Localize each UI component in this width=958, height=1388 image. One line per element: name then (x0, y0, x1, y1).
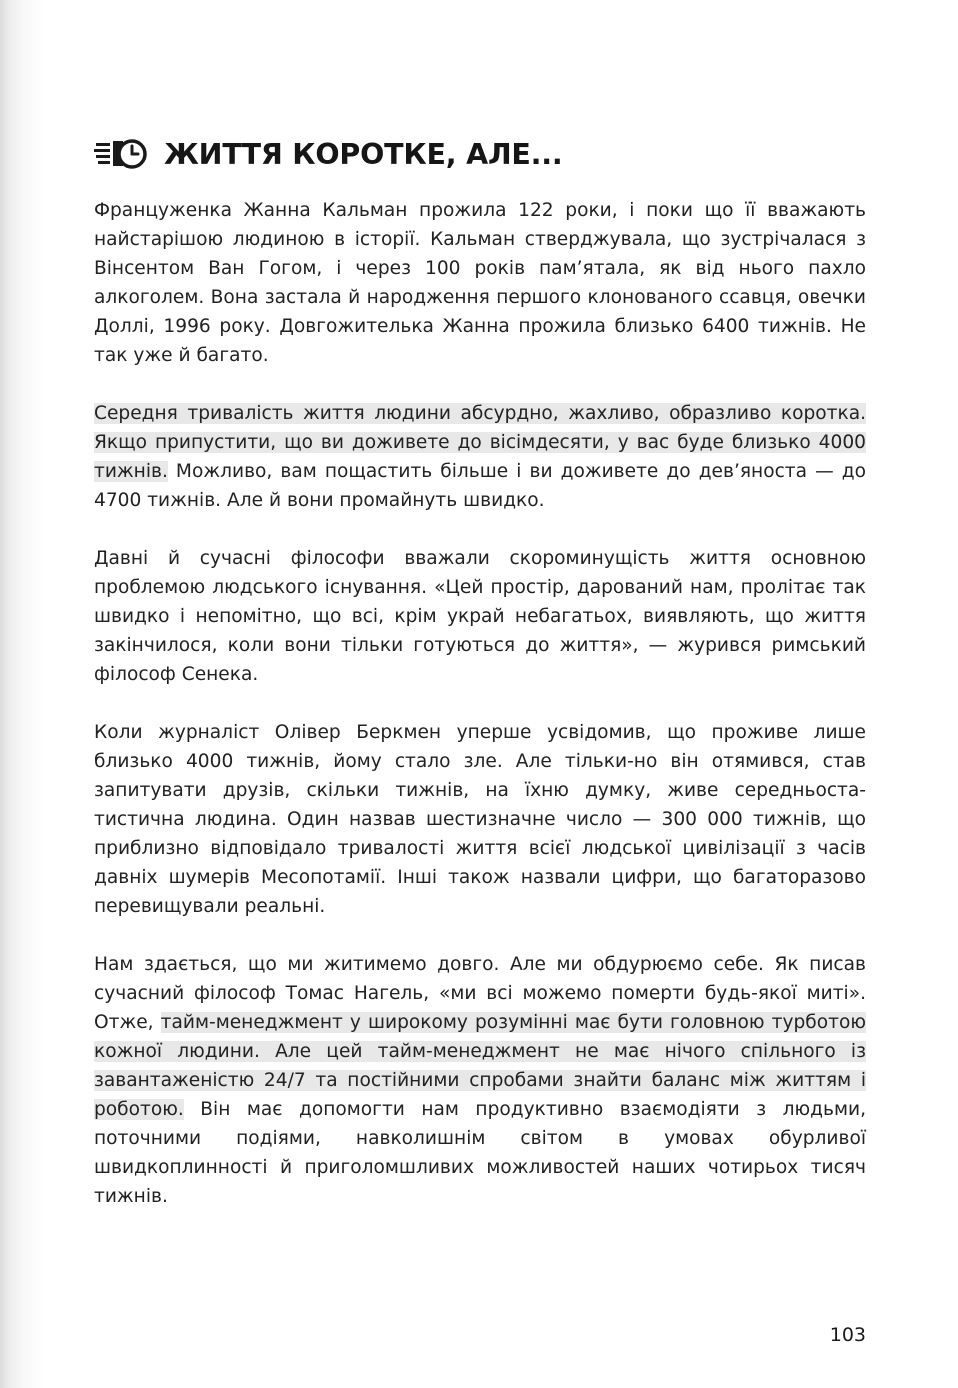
text-segment: Коли журналіст Олівер Беркмен уперше усвідомив, що проживе лише близько 4000 тижнів, йому стало зле. Але тільки-но він отямився, став запитувати друзів, скільки тижнів, на їхню думку, живе середньостатистична людина. Один назвав шестизначне число — 300 000 тижнів, що приблизно відповідало тривалості життя всієї людської цивілізації з часів давніх шумерів Месопотамії. Інші також назвали цифри, що багаторазово перевищували реальні. (94, 722, 866, 917)
section-heading (94, 134, 563, 174)
paragraph (94, 196, 866, 370)
highlighted-text: тайм-менеджмент у широкому розумінні має бути головною турботою кожної людини. Але цей тайм-менеджмент не має нічого спільного із завантаженістю 24/7 та постійними спробами знайти баланс між життям і роботою. (94, 1012, 866, 1120)
text-segment: Можливо, вам пощастить більше і ви доживете до дев’яноста — до 4700 тижнів. Але й вони промайнуть швидко. (94, 461, 866, 511)
paragraph (94, 718, 866, 921)
page-number: 103 (829, 1324, 866, 1346)
text-segment: Давні й сучасні філософи вважали скороминущість життя основною проблемою людського існування. «Цей простір, дарований нам, пролітає так швидко і непомітно, що всі, крім украй небагатьох, виявляють, що життя закінчилося, коли вони тільки готуються до життя», — журився римський філософ Сенека. (94, 548, 866, 685)
highlighted-text: Середня тривалість життя людини абсурдно, жахливо, образливо коротка. Якщо припустити, що ви доживете до вісімдесяти, у вас буде близько 4000 тижнів. (94, 403, 866, 482)
text-segment: Нам здається, що ми житимемо довго. Але ми обдурюємо себе. Як писав сучасний філософ Томас Нагель, «ми всі можемо померти будь-якої миті». Отже, (94, 954, 866, 1033)
text-segment: Він має допомогти нам продуктивно взаємодіяти з людьми, поточними подіями, навколишнім світом в умовах обурливої швидкоплинності й приголомшливих можливостей наших чотирьох тисяч тижнів. (94, 1099, 866, 1207)
paragraph (94, 399, 866, 515)
paragraph (94, 950, 866, 1211)
book-page (94, 0, 866, 1388)
paragraph (94, 544, 866, 689)
speed-clock-icon (94, 137, 152, 171)
section-title: ЖИТТЯ КОРОТКЕ, АЛЕ... (164, 137, 563, 171)
text-segment: Француженка Жанна Кальман прожила 122 роки, і поки що її вважають найстарішою людиною в історії. Кальман стверджувала, що зустрічалася з Вінсентом Ван Гогом, і через 100 років пам’ятала, як від нього пахло алкоголем. Вона застала й народження першого клонованого ссавця, овечки Доллі, 1996 року. Довгожителька Жанна прожила близько 6400 тижнів. Не так уже й багато. (94, 200, 866, 366)
body-text (94, 196, 866, 1240)
